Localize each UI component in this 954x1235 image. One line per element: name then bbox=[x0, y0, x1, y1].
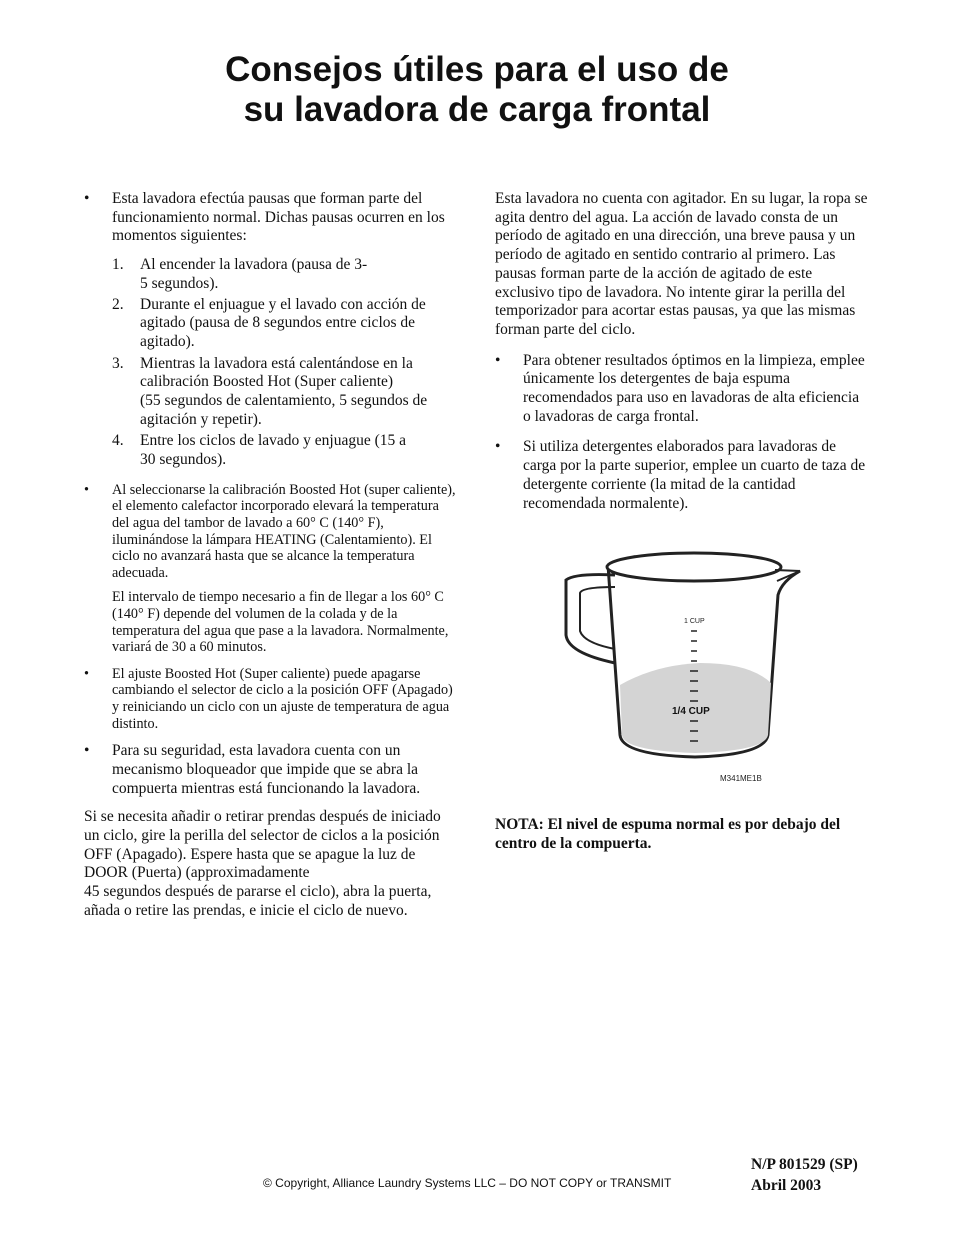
item-text: Al encender la lavadora (pausa de 3- 5 segundos). bbox=[140, 256, 368, 292]
label-1cup: 1 CUP bbox=[684, 618, 705, 625]
bullet-marker: • bbox=[84, 665, 89, 682]
copyright-notice: © Copyright, Alliance Laundry Systems LLC – DO NOT COPY or TRANSMIT bbox=[263, 1176, 672, 1190]
label-quarter-cup: 1/4 CUP bbox=[672, 706, 710, 717]
bullet-text: Si utiliza detergentes elaborados para lavadoras de carga por la parte superior, emplee un cuarto de taza de detergente corriente (la mitad de la cantidad recomendada normalente). bbox=[523, 438, 866, 512]
list-item bbox=[84, 666, 456, 732]
note-text: NOTA: El nivel de espuma normal es por debajo del centro de la compuerta. bbox=[495, 816, 841, 852]
item-number: 1. bbox=[112, 256, 124, 274]
part-number: N/P 801529 (SP) bbox=[751, 1156, 858, 1173]
bullet-text: Para obtener resultados óptimos en la limpieza, emplee únicamente los detergentes de baja espuma recomendados para uso en lavadoras de alta eficiencia o lavadoras de carga frontal. bbox=[523, 351, 865, 425]
list-item bbox=[495, 438, 870, 513]
numbered-item bbox=[112, 296, 456, 352]
list-item bbox=[84, 482, 456, 656]
item-number: 3. bbox=[112, 354, 124, 372]
left-column bbox=[84, 190, 456, 920]
bullet-marker: • bbox=[84, 481, 89, 498]
footer-part-info bbox=[751, 1154, 858, 1196]
cup-rim bbox=[607, 553, 781, 581]
bullet-marker: • bbox=[84, 742, 90, 760]
list-item bbox=[84, 190, 456, 246]
bullet-text: Para su seguridad, esta lavadora cuenta con un mecanismo bloqueador que impide que se abra la compuerta mientras está funcionando la lavadora. bbox=[112, 742, 421, 797]
bullet-marker: • bbox=[495, 351, 501, 369]
item-text: Durante el enjuague y el lavado con acción de agitado (pausa de 8 segundos entre ciclos de agitado). bbox=[140, 295, 426, 350]
measuring-cup-illustration bbox=[560, 545, 810, 790]
title-line-2: su lavadora de carga frontal bbox=[243, 90, 711, 129]
numbered-item bbox=[112, 355, 456, 430]
item-text: Mientras la lavadora está calentándose en la calibración Boosted Hot (Super caliente) (55 segundos de calentamiento, 5 segundos de agitación y repetir). bbox=[140, 354, 428, 428]
bullet-text: Esta lavadora efectúa pausas que forman parte del funcionamiento normal. Dichas pausas ocurren en los momentos siguientes: bbox=[112, 190, 445, 245]
figure-id: M341ME1B bbox=[720, 774, 762, 783]
item-number: 2. bbox=[112, 295, 124, 313]
bullet-text: Al seleccionarse la calibración Boosted Hot (super caliente), el elemento calefactor incorporado elevará la temperatura del agua del tambor de lavado a 60° C (140° F), iluminándose la lámpara HEATING (Calentamiento). El ciclo no avanzará hasta que se alcance la temperatura adecuada. bbox=[112, 481, 456, 581]
bullet-marker: • bbox=[495, 438, 501, 456]
item-number: 4. bbox=[112, 432, 124, 450]
bullet-text: El ajuste Boosted Hot (Super caliente) puede apagarse cambiando el selector de ciclo a la posición OFF (Apagado) y reiniciando un ciclo con un ajuste de temperatura de agua distinto. bbox=[112, 665, 453, 732]
item-text: Entre los ciclos de lavado y enjuague (15 a 30 segundos). bbox=[140, 432, 406, 469]
bullet-marker: • bbox=[84, 190, 90, 207]
numbered-list bbox=[84, 256, 456, 470]
list-item bbox=[84, 742, 456, 798]
list-item bbox=[495, 352, 870, 427]
publish-date: Abril 2003 bbox=[751, 1177, 822, 1194]
right-column bbox=[495, 190, 870, 513]
door-paragraph: Si se necesita añadir o retirar prendas después de iniciado un ciclo, gire la perilla del selector de ciclos a la posición OFF (Apagado). Espere hasta que se apague la luz de DOOR (Puerta) (approximadamente 45 segundos después de pararse el ciclo), abra la puerta, añada o retire las prendas, e inicie el ciclo de nuevo. bbox=[84, 808, 441, 919]
bullet-extra-text: El intervalo de tiempo necesario a fin de llegar a los 60° C (140° F) depende del volumen de la colada y de la temperatura del agua que pase a la lavadora. Normalmente, variará de 30 a 60 minutos. bbox=[112, 589, 449, 656]
numbered-item bbox=[112, 256, 456, 293]
agitator-paragraph: Esta lavadora no cuenta con agitador. En su lugar, la ropa se agita dentro del agua. La acción de lavado consta de un período de agitado en una dirección, una breve pausa y un período de agitado en sentido contrario al primero. Las pausas forman parte de la acción de agitado de este exclusivo tipo de lavadora. No intente girar la perilla del temporizador para acortar estas pausas, ya que las mismas forman parte del ciclo. bbox=[495, 190, 868, 338]
numbered-item bbox=[112, 432, 456, 469]
title-line-1: Consejos útiles para el uso de bbox=[225, 50, 729, 89]
page-title bbox=[0, 50, 954, 130]
